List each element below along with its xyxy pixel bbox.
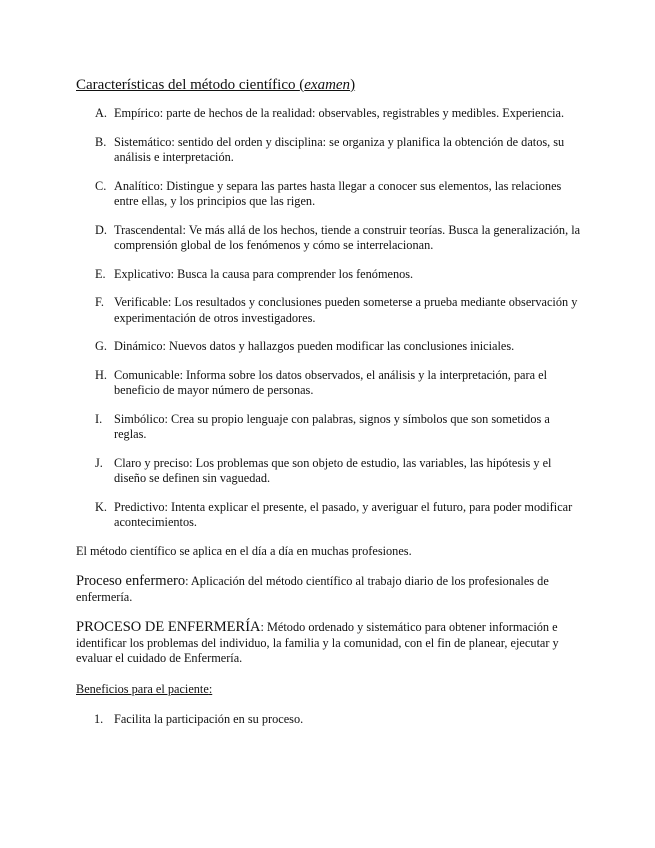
benefits-heading: [76, 682, 581, 698]
proceso-enfermero-term: Proceso enfermero: [76, 573, 186, 589]
proceso-enfermero-definition: : Aplicación del método científico al trabajo diario de los profesionales de enfermería.: [76, 574, 549, 604]
characteristic-item: [76, 295, 581, 326]
characteristic-item: [76, 179, 581, 210]
list-marker: I.: [95, 411, 103, 426]
characteristic-text: Verificable: Los resultados y conclusiones pueden someterse a prueba mediante observación y experimentación de otros investigadores.: [114, 295, 578, 325]
list-marker: H.: [95, 367, 107, 382]
list-marker: 1.: [94, 712, 104, 726]
document-page: [76, 76, 581, 728]
benefits-heading-colon: :: [208, 681, 213, 696]
list-marker: F.: [95, 295, 104, 309]
list-marker: D.: [95, 222, 107, 237]
characteristic-text: Explicativo: Busca la causa para comprender los fenómenos.: [114, 266, 414, 281]
characteristic-text: Simbólico: Crea su propio lenguaje con palabras, signos y símbolos que son sometidos a reglas.: [114, 411, 550, 441]
characteristic-text: Sistemático: sentido del orden y disciplina: se organiza y planifica la obtención de datos, su análisis e interpretación.: [114, 134, 565, 164]
characteristic-text: Claro y preciso: Los problemas que son objeto de estudio, las variables, las hipótesis y el diseño se definen sin vaguedad.: [114, 455, 552, 485]
section-title: [76, 76, 581, 94]
list-marker: G.: [95, 339, 107, 353]
list-marker: A.: [95, 106, 107, 120]
characteristic-item: [76, 456, 581, 487]
proceso-enfermeria-paragraph: [76, 620, 581, 667]
proceso-enfermeria-definition: : Método ordenado y sistemático para obtener información e identificar los problemas del individuo, la familia y la comunidad, con el fin de planear, ejecutar y evaluar el cuidado de Enfermería.: [76, 620, 559, 665]
title-paren-open: (: [299, 77, 305, 93]
characteristic-text: Empírico: parte de hechos de la realidad: observables, registrables y medibles. Experiencia.: [114, 106, 565, 120]
characteristic-text: Predictivo: Intenta explicar el presente, el pasado, y averiguar el futuro, para poder modificar acontecimientos.: [114, 499, 573, 529]
benefit-item: [76, 712, 581, 728]
list-marker: B.: [95, 134, 107, 149]
characteristic-item: [76, 135, 581, 166]
title-paren-close: ): [350, 77, 356, 93]
benefits-list: [76, 712, 581, 728]
list-marker: E.: [95, 266, 106, 281]
characteristic-item: [76, 267, 581, 283]
characteristic-item: [76, 339, 581, 355]
characteristic-text: Dinámico: Nuevos datos y hallazgos pueden modificar las conclusiones iniciales.: [114, 339, 515, 353]
title-exam: examen: [304, 77, 351, 93]
characteristic-item: [76, 500, 581, 531]
characteristic-item: [76, 223, 581, 254]
list-marker: J.: [95, 455, 103, 470]
list-marker: C.: [95, 178, 107, 193]
characteristic-text: Analítico: Distingue y separa las partes hasta llegar a conocer sus elementos, las relaciones entre ellas, y los principios que las rigen.: [114, 178, 562, 208]
characteristic-item: [76, 368, 581, 399]
applied-paragraph: El método científico se aplica en el día a día en muchas profesiones.: [76, 543, 412, 558]
characteristic-text: Trascendental: Ve más allá de los hechos, tiende a construir teorías. Busca la generalización, la comprensión global de los fenómenos y cómo se interrelacionan.: [114, 222, 581, 252]
characteristics-list: [76, 106, 581, 531]
proceso-enfermeria-term: PROCESO DE ENFERMERÍA: [76, 619, 261, 635]
benefit-text: Facilita la participación en su proceso.: [114, 712, 304, 726]
characteristic-text: Comunicable: Informa sobre los datos observados, el análisis y la interpretación, para el beneficio de mayor número de personas.: [114, 367, 547, 397]
characteristic-item: [76, 412, 581, 443]
benefits-heading-text: Beneficios para el paciente: [76, 681, 209, 696]
list-marker: K.: [95, 499, 107, 514]
characteristic-item: [76, 106, 581, 122]
proceso-enfermero-paragraph: [76, 574, 581, 605]
title-main: Características del método científico: [76, 77, 300, 93]
